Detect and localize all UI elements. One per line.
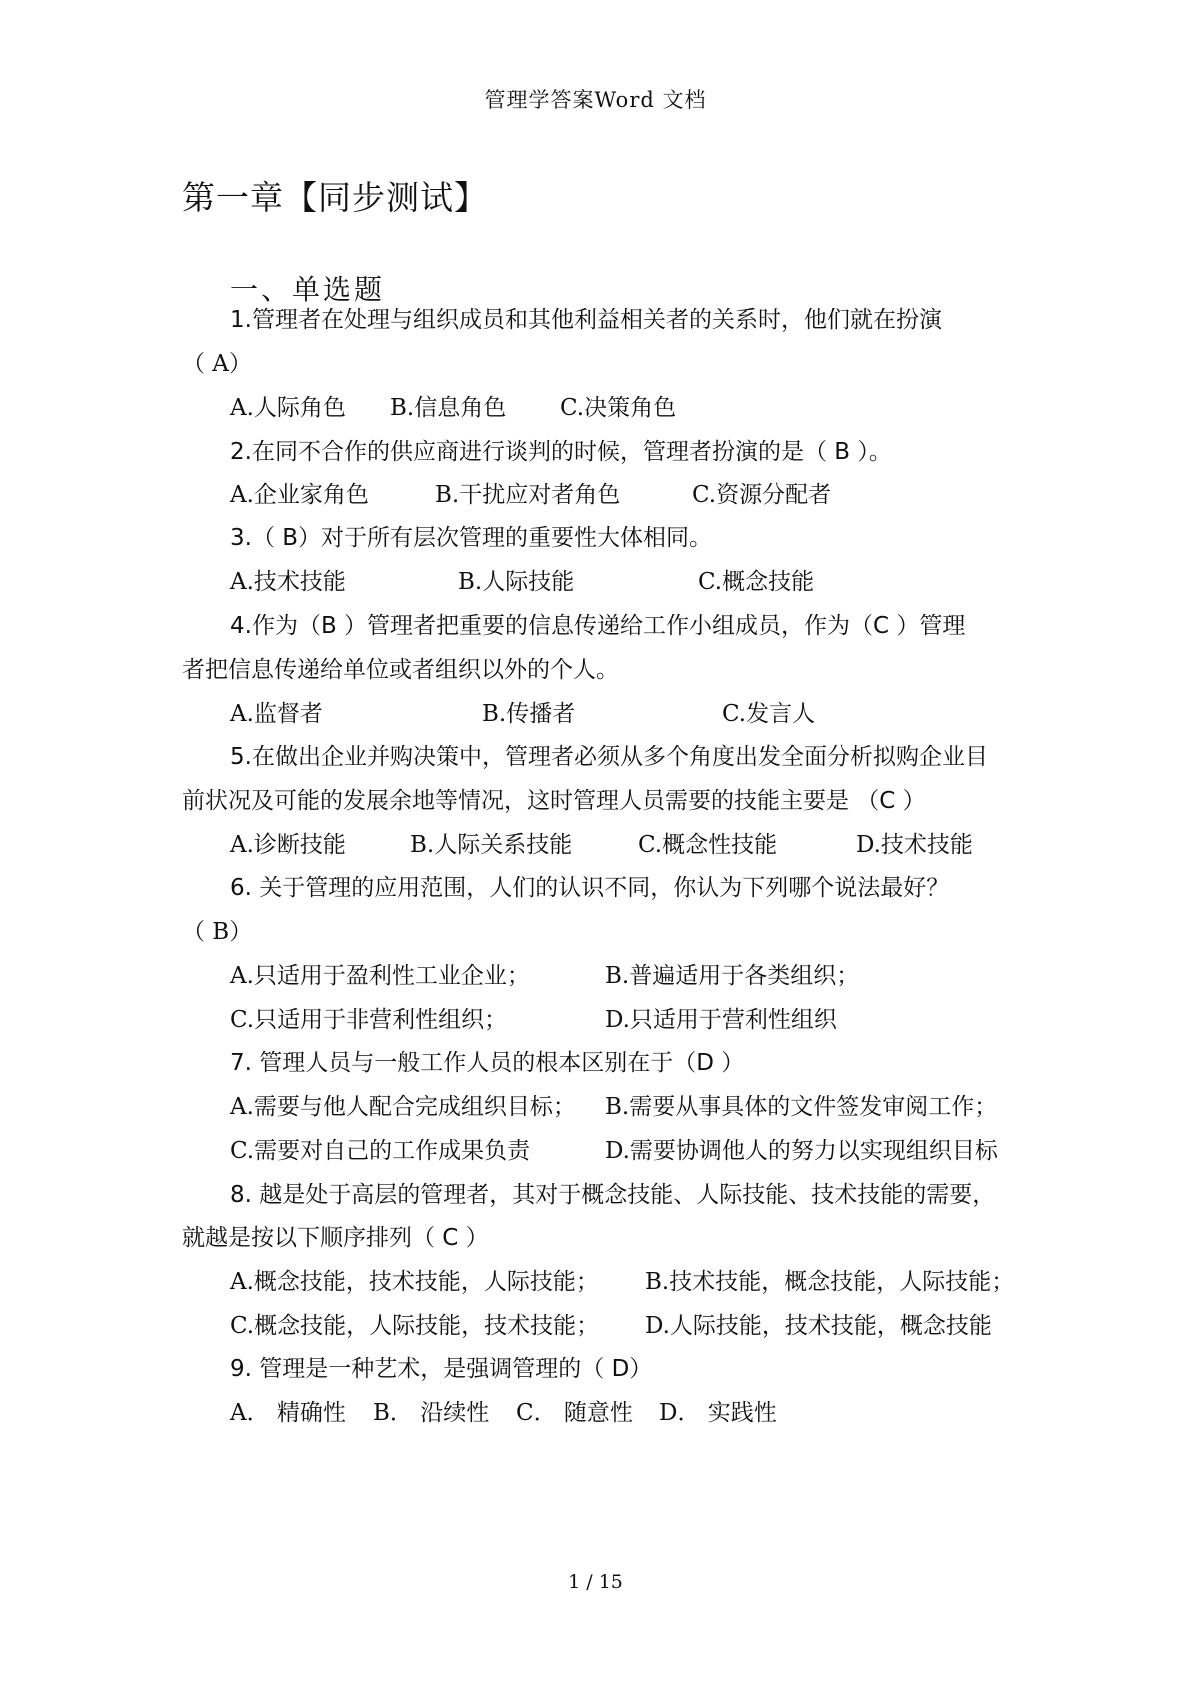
question-4-options [230,699,815,729]
option-c: C.概念性技能 [638,832,778,858]
option-c: C.决策角色 [560,395,677,421]
option-a: A.诊断技能 [230,832,346,858]
question-1-answer: （ A） [182,351,252,377]
question-8-options-cd [230,1311,992,1341]
option-a: A.企业家角色 [230,482,369,508]
option-d: D． 实践性 [659,1400,777,1426]
option-b: B.人际技能 [458,569,575,595]
option-c: C.发言人 [722,701,816,727]
option-c: C.资源分配者 [692,482,832,508]
option-a: A.技术技能 [230,569,346,595]
question-7-options-cd [230,1136,998,1166]
question-7-options-ab [230,1092,997,1122]
option-c: C.需要对自己的工作成果负责 [230,1138,531,1164]
option-b: B． 沿续性 [373,1400,490,1426]
question-2: 2.在同不合作的供应商进行谈判的时候，管理者扮演的是（ B ）。 [230,439,892,465]
option-b: B.干扰应对者角色 [435,482,621,508]
option-c: C． 随意性 [516,1400,633,1426]
option-a: A． 精确性 [230,1400,346,1426]
question-5-options [230,830,973,860]
option-a: A.概念技能，技术技能，人际技能； [230,1269,599,1295]
question-1: 1.管理者在处理与组织成员和其他利益相关者的关系时，他们就在扮演 [230,307,942,333]
option-c: C.只适用于非营利性组织； [230,1007,508,1033]
chapter-title: 第一章【同步测试】 [182,178,488,217]
option-b: B.普遍适用于各类组织； [605,963,860,989]
option-b: B.人际关系技能 [410,832,573,858]
question-8-cont: 就越是按以下顺序排列（ C ） [182,1225,489,1251]
question-8-options-ab [230,1267,1014,1297]
question-6-options-ab [230,961,859,991]
option-d: D.只适用于营利性组织 [605,1007,837,1033]
question-4: 4.作为（B ）管理者把重要的信息传递给工作小组成员，作为（C ）管理 [230,613,966,639]
option-b: B.信息角色 [390,395,507,421]
question-5: 5.在做出企业并购决策中，管理者必须从多个角度出发全面分析拟购企业目 [230,744,988,770]
option-b: B.技术技能，概念技能，人际技能； [645,1269,1015,1295]
option-b: B.需要从事具体的文件签发审阅工作； [605,1094,998,1120]
question-2-options [230,480,831,510]
question-3-options [230,567,814,597]
question-6-answer: （ B） [182,919,253,945]
option-a: A.需要与他人配合完成组织目标； [230,1094,576,1120]
question-9: 9. 管理是一种艺术，是强调管理的（ D） [230,1356,653,1382]
question-4-cont: 者把信息传递给单位或者组织以外的个人。 [182,657,619,683]
page-header: 管理学答案Word 文档 [484,88,707,112]
section-title: 一、单选题 [230,273,386,306]
question-1-options [230,393,676,423]
option-d: D.需要协调他人的努力以实现组织目标 [605,1138,998,1164]
question-5-cont: 前状况及可能的发展余地等情况，这时管理人员需要的技能主要是 （C ） [182,788,926,814]
question-6: 6. 关于管理的应用范围，人们的认识不同，你认为下列哪个说法最好？ [230,875,950,901]
question-3: 3.（ B）对于所有层次管理的重要性大体相同。 [230,525,713,551]
option-a: A.只适用于盈利性工业企业； [230,963,530,989]
option-a: A.人际角色 [230,395,346,421]
option-c: C.概念技能 [698,569,815,595]
question-6-options-cd [230,1005,837,1035]
option-c: C.概念技能，人际技能，技术技能； [230,1313,600,1339]
option-d: D.人际技能，技术技能，概念技能 [645,1313,992,1339]
option-d: D.技术技能 [856,832,973,858]
question-8: 8. 越是处于高层的管理者，其对于概念技能、人际技能、技术技能的需要， [230,1182,996,1208]
question-7: 7. 管理人员与一般工作人员的根本区别在于（D ） [230,1050,745,1076]
option-a: A.监督者 [230,701,323,727]
option-b: B.传播者 [482,701,576,727]
page-number: 1 / 15 [568,1571,623,1593]
question-9-options [230,1398,777,1428]
